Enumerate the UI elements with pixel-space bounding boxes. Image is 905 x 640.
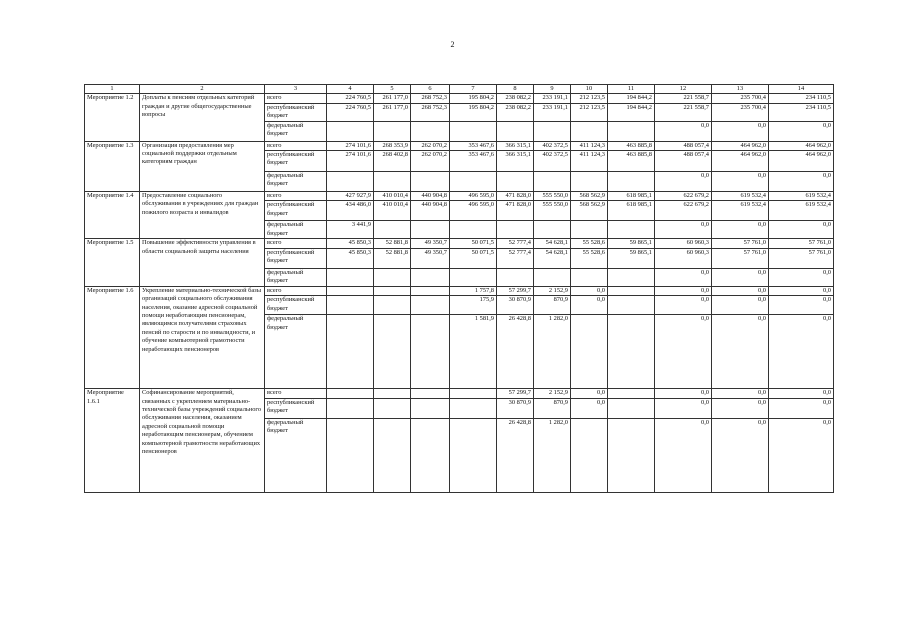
value-cell bbox=[327, 398, 374, 418]
value-cell bbox=[497, 121, 534, 141]
funding-source: всего bbox=[265, 141, 327, 150]
header-row bbox=[85, 85, 834, 94]
value-cell: 618 985,1 bbox=[608, 201, 655, 221]
value-cell bbox=[608, 296, 655, 315]
funding-source: федеральный бюджет bbox=[265, 268, 327, 286]
table-row bbox=[85, 286, 834, 295]
value-cell: 224 760,5 bbox=[327, 103, 374, 121]
value-cell bbox=[571, 418, 608, 492]
value-cell: 410 010,4 bbox=[374, 201, 411, 221]
value-cell bbox=[450, 418, 497, 492]
value-cell bbox=[411, 268, 450, 286]
value-cell: 30 870,9 bbox=[497, 398, 534, 418]
value-cell bbox=[327, 315, 374, 389]
value-cell: 411 124,3 bbox=[571, 141, 608, 150]
value-cell: 619 532,4 bbox=[769, 192, 834, 201]
value-cell: 0,0 bbox=[571, 286, 608, 295]
funding-source: республиканский бюджет bbox=[265, 296, 327, 315]
value-cell: 0,0 bbox=[712, 315, 769, 389]
value-cell: 619 532,4 bbox=[769, 201, 834, 221]
value-cell: 427 927,9 bbox=[327, 192, 374, 201]
measure-code: Мероприятие 1.4 bbox=[85, 192, 140, 239]
value-cell: 261 177,0 bbox=[374, 94, 411, 103]
value-cell: 262 070,2 bbox=[411, 141, 450, 150]
value-cell bbox=[374, 121, 411, 141]
value-cell bbox=[411, 286, 450, 295]
value-cell bbox=[374, 286, 411, 295]
value-cell: 0,0 bbox=[712, 268, 769, 286]
value-cell: 366 315,1 bbox=[497, 151, 534, 172]
funding-source: всего bbox=[265, 286, 327, 295]
funding-source: федеральный бюджет bbox=[265, 418, 327, 492]
table-row bbox=[85, 389, 834, 398]
value-cell bbox=[571, 172, 608, 192]
measure-code: Мероприятие 1.5 bbox=[85, 239, 140, 286]
value-cell: 0,0 bbox=[655, 389, 712, 398]
value-cell: 221 558,7 bbox=[655, 103, 712, 121]
value-cell: 353 467,6 bbox=[450, 141, 497, 150]
value-cell: 1 282,0 bbox=[534, 418, 571, 492]
value-cell bbox=[411, 398, 450, 418]
value-cell: 54 628,1 bbox=[534, 248, 571, 268]
value-cell bbox=[571, 121, 608, 141]
header-cell: 9 bbox=[534, 85, 571, 94]
value-cell bbox=[374, 389, 411, 398]
measure-name: Повышение эффективности управления в области социальной защиты населения bbox=[140, 239, 265, 286]
value-cell: 212 123,5 bbox=[571, 94, 608, 103]
value-cell: 235 700,4 bbox=[712, 94, 769, 103]
value-cell: 274 101,6 bbox=[327, 141, 374, 150]
value-cell: 235 700,4 bbox=[712, 103, 769, 121]
value-cell: 50 071,5 bbox=[450, 248, 497, 268]
value-cell: 1 581,9 bbox=[450, 315, 497, 389]
value-cell: 402 372,5 bbox=[534, 141, 571, 150]
value-cell: 0,0 bbox=[571, 398, 608, 418]
value-cell: 238 082,2 bbox=[497, 94, 534, 103]
value-cell bbox=[327, 172, 374, 192]
value-cell: 26 428,8 bbox=[497, 315, 534, 389]
value-cell: 0,0 bbox=[769, 418, 834, 492]
table-row bbox=[85, 141, 834, 150]
value-cell: 870,9 bbox=[534, 296, 571, 315]
value-cell: 622 679,2 bbox=[655, 201, 712, 221]
funding-source: федеральный бюджет bbox=[265, 172, 327, 192]
value-cell: 60 960,3 bbox=[655, 248, 712, 268]
value-cell: 619 532,4 bbox=[712, 192, 769, 201]
value-cell: 234 110,5 bbox=[769, 103, 834, 121]
value-cell: 0,0 bbox=[655, 221, 712, 239]
value-cell: 0,0 bbox=[571, 389, 608, 398]
measure-name: Организация предоставления мер социальной поддержки отдельным категориям граждан bbox=[140, 141, 265, 191]
value-cell: 52 881,8 bbox=[374, 239, 411, 248]
measure-name: Укрепление материально-технической базы организаций социального обслуживания населения, оказание адресной социальной помощи неработающим пенсионерам, являющимся получателями страховых пенсий по старости и по инвалидности, и обучение компьютерной грамотности неработающих пенсионеров bbox=[140, 286, 265, 388]
value-cell: 0,0 bbox=[769, 398, 834, 418]
value-cell: 434 486,0 bbox=[327, 201, 374, 221]
value-cell: 411 124,3 bbox=[571, 151, 608, 172]
value-cell bbox=[534, 221, 571, 239]
value-cell bbox=[608, 121, 655, 141]
value-cell: 870,9 bbox=[534, 398, 571, 418]
value-cell: 0,0 bbox=[712, 121, 769, 141]
header-cell: 13 bbox=[712, 85, 769, 94]
value-cell bbox=[534, 268, 571, 286]
value-cell: 50 071,5 bbox=[450, 239, 497, 248]
value-cell: 496 595,0 bbox=[450, 201, 497, 221]
value-cell: 54 628,1 bbox=[534, 239, 571, 248]
value-cell: 0,0 bbox=[655, 121, 712, 141]
value-cell: 0,0 bbox=[712, 221, 769, 239]
header-cell: 3 bbox=[265, 85, 327, 94]
value-cell: 464 962,0 bbox=[769, 151, 834, 172]
value-cell: 238 082,2 bbox=[497, 103, 534, 121]
value-cell: 233 191,1 bbox=[534, 94, 571, 103]
value-cell bbox=[608, 172, 655, 192]
funding-source: республиканский бюджет bbox=[265, 151, 327, 172]
value-cell bbox=[450, 268, 497, 286]
measure-code: Мероприятие 1.3 bbox=[85, 141, 140, 191]
value-cell: 2 152,9 bbox=[534, 286, 571, 295]
value-cell: 195 804,2 bbox=[450, 94, 497, 103]
value-cell bbox=[450, 398, 497, 418]
value-cell: 555 550,0 bbox=[534, 192, 571, 201]
value-cell bbox=[497, 221, 534, 239]
value-cell: 0,0 bbox=[655, 296, 712, 315]
value-cell: 1 282,0 bbox=[534, 315, 571, 389]
value-cell: 0,0 bbox=[712, 418, 769, 492]
budget-table bbox=[84, 84, 834, 493]
value-cell: 0,0 bbox=[655, 172, 712, 192]
value-cell bbox=[411, 172, 450, 192]
measure-name: Софинансирование мероприятий, связанных с укреплением материально-технической базы учреждений социального обслуживания населения, оказанием адресной социальной помощи неработающим пенсионерам, обучением компьютерной грамотности неработающих пенсионеров bbox=[140, 389, 265, 492]
value-cell bbox=[608, 389, 655, 398]
header-cell: 11 bbox=[608, 85, 655, 94]
value-cell: 0,0 bbox=[655, 315, 712, 389]
value-cell: 194 844,2 bbox=[608, 103, 655, 121]
value-cell: 45 850,3 bbox=[327, 239, 374, 248]
value-cell: 402 372,5 bbox=[534, 151, 571, 172]
value-cell: 221 558,7 bbox=[655, 94, 712, 103]
header-cell: 14 bbox=[769, 85, 834, 94]
header-cell: 10 bbox=[571, 85, 608, 94]
value-cell: 268 353,9 bbox=[374, 141, 411, 150]
value-cell: 0,0 bbox=[769, 286, 834, 295]
value-cell bbox=[374, 398, 411, 418]
value-cell: 568 562,9 bbox=[571, 192, 608, 201]
value-cell: 224 760,5 bbox=[327, 94, 374, 103]
value-cell bbox=[411, 389, 450, 398]
value-cell bbox=[450, 221, 497, 239]
value-cell: 0,0 bbox=[769, 172, 834, 192]
value-cell bbox=[411, 121, 450, 141]
funding-source: всего bbox=[265, 389, 327, 398]
value-cell: 0,0 bbox=[769, 221, 834, 239]
value-cell: 268 752,3 bbox=[411, 94, 450, 103]
value-cell: 568 562,9 bbox=[571, 201, 608, 221]
value-cell: 26 428,8 bbox=[497, 418, 534, 492]
value-cell: 0,0 bbox=[655, 418, 712, 492]
funding-source: республиканский бюджет bbox=[265, 398, 327, 418]
measure-code: Мероприятие 1.6.1 bbox=[85, 389, 140, 492]
value-cell: 0,0 bbox=[769, 121, 834, 141]
value-cell bbox=[608, 221, 655, 239]
funding-source: федеральный бюджет bbox=[265, 121, 327, 141]
value-cell bbox=[450, 389, 497, 398]
funding-source: всего bbox=[265, 239, 327, 248]
value-cell: 52 881,8 bbox=[374, 248, 411, 268]
value-cell bbox=[374, 172, 411, 192]
value-cell bbox=[571, 315, 608, 389]
value-cell: 2 152,9 bbox=[534, 389, 571, 398]
value-cell: 212 123,5 bbox=[571, 103, 608, 121]
value-cell: 0,0 bbox=[655, 268, 712, 286]
value-cell: 57 761,0 bbox=[769, 239, 834, 248]
value-cell: 0,0 bbox=[769, 315, 834, 389]
value-cell bbox=[327, 268, 374, 286]
value-cell: 0,0 bbox=[655, 286, 712, 295]
value-cell: 464 962,0 bbox=[712, 151, 769, 172]
value-cell: 471 828,0 bbox=[497, 192, 534, 201]
value-cell: 30 870,9 bbox=[497, 296, 534, 315]
value-cell: 496 595,0 bbox=[450, 192, 497, 201]
value-cell: 57 299,7 bbox=[497, 286, 534, 295]
value-cell: 268 752,3 bbox=[411, 103, 450, 121]
value-cell: 471 828,0 bbox=[497, 201, 534, 221]
value-cell: 464 962,0 bbox=[712, 141, 769, 150]
value-cell bbox=[534, 172, 571, 192]
value-cell: 353 467,6 bbox=[450, 151, 497, 172]
value-cell bbox=[374, 315, 411, 389]
value-cell: 0,0 bbox=[769, 268, 834, 286]
funding-source: федеральный бюджет bbox=[265, 221, 327, 239]
value-cell bbox=[497, 172, 534, 192]
measure-code: Мероприятие 1.6 bbox=[85, 286, 140, 388]
value-cell: 1 757,8 bbox=[450, 286, 497, 295]
value-cell: 440 904,8 bbox=[411, 201, 450, 221]
value-cell: 261 177,0 bbox=[374, 103, 411, 121]
funding-source: республиканский бюджет bbox=[265, 201, 327, 221]
value-cell: 233 191,1 bbox=[534, 103, 571, 121]
value-cell: 619 532,4 bbox=[712, 201, 769, 221]
value-cell: 175,9 bbox=[450, 296, 497, 315]
value-cell bbox=[411, 296, 450, 315]
value-cell: 45 850,3 bbox=[327, 248, 374, 268]
value-cell: 0,0 bbox=[712, 389, 769, 398]
funding-source: республиканский бюджет bbox=[265, 248, 327, 268]
value-cell bbox=[450, 121, 497, 141]
measure-code: Мероприятие 1.2 bbox=[85, 94, 140, 141]
measure-name: Предоставление социального обслуживания в учреждениях для граждан пожилого возраста и инвалидов bbox=[140, 192, 265, 239]
value-cell: 464 962,0 bbox=[769, 141, 834, 150]
value-cell: 57 761,0 bbox=[769, 248, 834, 268]
value-cell: 0,0 bbox=[712, 296, 769, 315]
value-cell: 59 865,1 bbox=[608, 239, 655, 248]
value-cell bbox=[608, 286, 655, 295]
value-cell: 52 777,4 bbox=[497, 248, 534, 268]
value-cell: 274 101,6 bbox=[327, 151, 374, 172]
value-cell bbox=[450, 172, 497, 192]
value-cell: 57 761,0 bbox=[712, 239, 769, 248]
value-cell: 0,0 bbox=[769, 389, 834, 398]
value-cell bbox=[608, 398, 655, 418]
header-cell: 12 bbox=[655, 85, 712, 94]
value-cell bbox=[608, 315, 655, 389]
funding-source: всего bbox=[265, 94, 327, 103]
value-cell: 622 679,2 bbox=[655, 192, 712, 201]
value-cell: 268 402,8 bbox=[374, 151, 411, 172]
value-cell bbox=[534, 121, 571, 141]
value-cell bbox=[411, 315, 450, 389]
value-cell: 463 885,8 bbox=[608, 141, 655, 150]
table-row bbox=[85, 192, 834, 201]
value-cell: 49 350,7 bbox=[411, 239, 450, 248]
header-cell: 4 bbox=[327, 85, 374, 94]
funding-source: республиканский бюджет bbox=[265, 103, 327, 121]
page-number: 2 bbox=[450, 40, 455, 49]
value-cell bbox=[374, 221, 411, 239]
value-cell: 194 844,2 bbox=[608, 94, 655, 103]
value-cell bbox=[411, 221, 450, 239]
value-cell bbox=[497, 268, 534, 286]
value-cell: 0,0 bbox=[571, 296, 608, 315]
value-cell: 60 960,3 bbox=[655, 239, 712, 248]
value-cell: 195 804,2 bbox=[450, 103, 497, 121]
value-cell: 0,0 bbox=[712, 398, 769, 418]
measure-name: Доплаты к пенсиям отдельных категорий граждан и другие общегосударственные вопросы bbox=[140, 94, 265, 141]
header-cell: 8 bbox=[497, 85, 534, 94]
value-cell: 488 057,4 bbox=[655, 151, 712, 172]
funding-source: федеральный бюджет bbox=[265, 315, 327, 389]
value-cell bbox=[327, 121, 374, 141]
value-cell bbox=[411, 418, 450, 492]
table-row bbox=[85, 239, 834, 248]
value-cell: 410 010,4 bbox=[374, 192, 411, 201]
value-cell: 3 441,9 bbox=[327, 221, 374, 239]
value-cell bbox=[374, 268, 411, 286]
header-cell: 6 bbox=[411, 85, 450, 94]
value-cell: 55 528,6 bbox=[571, 239, 608, 248]
value-cell: 0,0 bbox=[655, 398, 712, 418]
header-cell: 1 bbox=[85, 85, 140, 94]
value-cell bbox=[374, 418, 411, 492]
header-cell: 7 bbox=[450, 85, 497, 94]
value-cell bbox=[327, 418, 374, 492]
value-cell bbox=[571, 268, 608, 286]
value-cell: 0,0 bbox=[712, 286, 769, 295]
value-cell bbox=[608, 268, 655, 286]
value-cell bbox=[327, 286, 374, 295]
value-cell: 55 528,6 bbox=[571, 248, 608, 268]
value-cell: 366 315,1 bbox=[497, 141, 534, 150]
value-cell bbox=[608, 418, 655, 492]
value-cell bbox=[374, 296, 411, 315]
value-cell: 0,0 bbox=[769, 296, 834, 315]
value-cell: 262 070,2 bbox=[411, 151, 450, 172]
value-cell bbox=[571, 221, 608, 239]
funding-source: всего bbox=[265, 192, 327, 201]
value-cell: 618 985,1 bbox=[608, 192, 655, 201]
value-cell: 49 350,7 bbox=[411, 248, 450, 268]
header-cell: 2 bbox=[140, 85, 265, 94]
header-cell: 5 bbox=[374, 85, 411, 94]
value-cell: 234 110,5 bbox=[769, 94, 834, 103]
value-cell: 463 885,8 bbox=[608, 151, 655, 172]
value-cell: 555 550,0 bbox=[534, 201, 571, 221]
value-cell: 440 904,8 bbox=[411, 192, 450, 201]
table-row bbox=[85, 94, 834, 103]
value-cell: 57 761,0 bbox=[712, 248, 769, 268]
value-cell: 57 299,7 bbox=[497, 389, 534, 398]
value-cell: 488 057,4 bbox=[655, 141, 712, 150]
value-cell: 0,0 bbox=[712, 172, 769, 192]
value-cell bbox=[327, 389, 374, 398]
value-cell: 59 865,1 bbox=[608, 248, 655, 268]
value-cell bbox=[327, 296, 374, 315]
value-cell: 52 777,4 bbox=[497, 239, 534, 248]
